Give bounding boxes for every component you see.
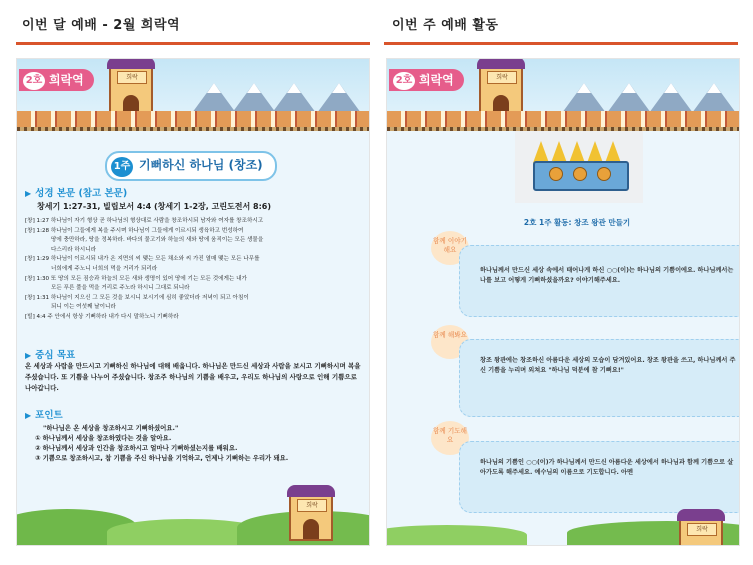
crown-craft-photo bbox=[515, 131, 643, 203]
point-section-heading: ▶ 포인트 bbox=[25, 407, 63, 421]
hills-illustration bbox=[387, 515, 739, 545]
bottom-castle-sign: 희락 bbox=[297, 499, 327, 512]
castle-sign: 희락 bbox=[487, 71, 517, 84]
pray-together-bubble: 함께 기도해요 bbox=[431, 421, 469, 455]
bible-reference: 창세기 1:27-31, 빌립보서 4:4 (창세기 1-2장, 고린도전서 8:6) bbox=[37, 202, 272, 211]
right-section-heading: 이번 주 예배 활동 bbox=[392, 18, 499, 33]
activity-title: 2호 1주 활동: 창조 왕관 만들기 bbox=[523, 218, 631, 227]
bottom-castle-illustration bbox=[289, 493, 333, 541]
lesson-title: 기뻐하신 하나님 (창조) bbox=[139, 158, 263, 172]
verse-line: [창] 1:27 하나님이 자기 형상 곧 하나님의 형상대로 사람을 창조하시되 남자와 여자를 창조하시고 bbox=[25, 218, 264, 224]
bottom-castle-sign: 희락 bbox=[687, 523, 717, 536]
castle-illustration bbox=[479, 65, 523, 117]
bible-verses bbox=[25, 217, 363, 323]
lesson-page bbox=[16, 58, 370, 546]
station-tag bbox=[19, 69, 94, 91]
verse-line: 다스리라 하시니라 bbox=[51, 246, 97, 253]
point-quote: "하나님은 온 세상을 창조하시고 기뻐하셨어요." bbox=[43, 424, 179, 432]
pray-together-card: 하나님의 기쁨인 ○○(이)가 하나님께서 만드신 아름다운 세상에서 하나님과 함께 기쁨으로 살아가도록 해주세요. 예수님의 이름으로 기도합니다. 아멘 bbox=[459, 441, 740, 513]
right-heading-rule bbox=[384, 42, 738, 45]
do-together-bubble: 함께 해봐요 bbox=[431, 325, 469, 359]
station-number: 2호 bbox=[393, 72, 415, 90]
point-item: ② 하나님께서 세상과 인간을 창조하시고 얼마나 기뻐하셨는지를 배워요. bbox=[35, 444, 238, 452]
station-label: 희락역 bbox=[419, 73, 454, 87]
activity-page bbox=[386, 58, 740, 546]
train-illustration bbox=[387, 111, 739, 127]
hills-illustration bbox=[17, 497, 369, 545]
point-list bbox=[35, 423, 357, 463]
point-item: ① 하나님께서 세상을 창조하였다는 것을 알아요. bbox=[35, 434, 172, 442]
verse-line: [창] 1:31 하나님이 지으신 그 모든 것을 보시니 보시기에 심히 좋았더라 저녁이 되고 아침이 bbox=[25, 294, 249, 301]
train-illustration bbox=[17, 111, 369, 127]
talk-together-card: 하나님께서 만드신 세상 속에서 태어나게 하신 ○○(이)는 하나님의 기쁨이에요. 하나님께서는 나를 보고 어떻게 기뻐하셨을까요? 이야기해주세요. bbox=[459, 245, 740, 317]
verse-line: [창] 1:28 하나님이 그들에게 복을 주시며 하나님이 그들에게 이르시되 생육하고 번성하여 bbox=[25, 227, 244, 234]
point-item: ③ 기쁨으로 창조하시고, 참 기쁨을 주신 하나님을 기억하고, 언제나 기뻐하는 우리가 돼요. bbox=[35, 454, 289, 462]
left-heading-rule bbox=[16, 42, 370, 45]
goal-section-heading: ▶ 중심 목표 bbox=[25, 347, 75, 361]
verse-line: 모든 푸른 풀을 먹을 거리로 주노라 하시니 그대로 되니라 bbox=[51, 285, 190, 292]
station-tag bbox=[389, 69, 464, 91]
verse-line: 되니 이는 여섯째 날이니라 bbox=[51, 304, 116, 311]
castle-sign: 희락 bbox=[117, 71, 147, 84]
lesson-week: 1주 bbox=[111, 157, 133, 177]
station-number: 2호 bbox=[23, 72, 45, 90]
goal-text: 온 세상과 사람을 만드시고 기뻐하신 하나님에 대해 배웁니다. 하나님은 만드신 세상과 사람을 보시고 기뻐하시며 복을 주셨습니다. 또 기쁨을 나누어 주셨습니다. 창조주 하나님의 기쁨을 배우고, 우리도 하나님의 사랑으로 인해 기쁨으로 나아갑니다. bbox=[25, 362, 361, 392]
bottom-castle-illustration bbox=[679, 517, 723, 546]
do-together-card: 창조 왕관에는 창조하신 아름다운 세상의 모습이 담겨있어요. 창조 왕관을 쓰고, 하나님께서 주신 기쁨을 누리며 외쳐요 "하나님 덕분에 참 기뻐요!" bbox=[459, 339, 740, 417]
castle-illustration bbox=[109, 65, 153, 117]
lesson-title-pill bbox=[105, 151, 277, 181]
talk-together-bubble: 함께 이야기 해요 bbox=[431, 231, 469, 265]
verse-line: [창] 1:30 또 땅의 모든 짐승과 하늘의 모든 새와 생명이 있어 땅에 기는 모든 것에게는 내가 bbox=[25, 275, 247, 282]
verse-line: [창] 1:29 하나님이 이르시되 내가 온 지면의 씨 맺는 모든 채소와 씨 가진 열매 맺는 모든 나무를 bbox=[25, 256, 260, 263]
station-label: 희락역 bbox=[49, 73, 84, 87]
left-section-heading: 이번 달 예배 - 2월 희락역 bbox=[22, 18, 181, 33]
verse-line: [빌] 4:4 주 안에서 항상 기뻐하라 내가 다시 말하노니 기뻐하라 bbox=[25, 313, 179, 320]
bible-section-heading: ▶ 성경 본문 (참고 본문) bbox=[25, 185, 127, 199]
verse-line: 너희에게 주노니 너희의 먹을 거리가 되리라 bbox=[51, 265, 158, 272]
verse-line: 땅에 충만하라, 땅을 정복하라. 바다의 물고기와 하늘의 새와 땅에 움직이는 모든 생물을 bbox=[51, 237, 264, 244]
